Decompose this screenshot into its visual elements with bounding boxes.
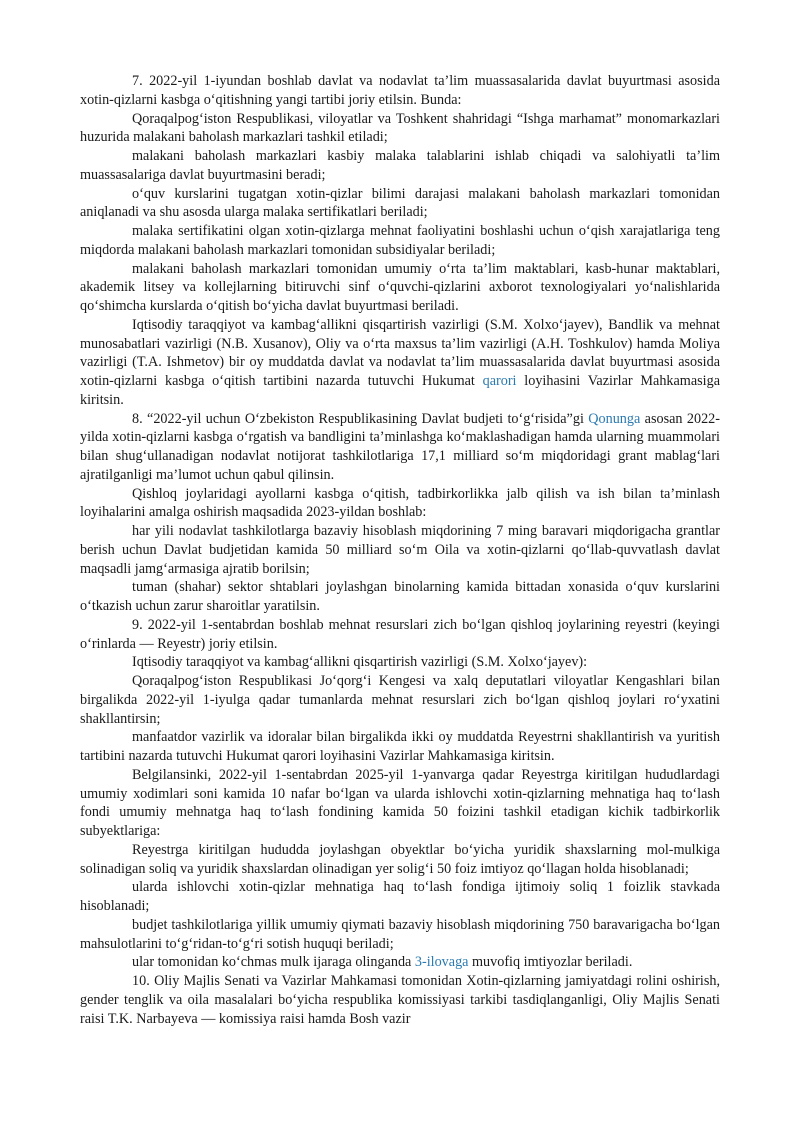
paragraph: ular tomonidan ko‘chmas mulk ijaraga olinganda 3-ilovaga muvofiq imtiyozlar beriladi. <box>132 954 633 971</box>
paragraph-9: 9. 2022-yil 1-sentabrdan boshlab mehnat resurslari zich bo‘lgan qishloq joylarining reyestri (keyingi o‘rinlarda — Reyestr) joriy etilsin. <box>80 616 720 652</box>
paragraph: malakani baholash markazlari tomonidan umumiy o‘rta ta’lim maktablari, kasb-hunar maktablari, akademik litsey va kollejlarning bitiruvchi sinf o‘quvchi-qizlarini axborot texnologiyalari yo‘nalishlarida qo‘shimcha kurslarda o‘qitish bo‘yicha davlat buyurtmasi beriladi. <box>80 260 720 314</box>
paragraph-10: 10. Oliy Majlis Senati va Vazirlar Mahkamasi tomonidan Xotin-qizlarning jamiyatdagi rolini oshirish, gender tenglik va oila masalalari bo‘yicha respublika komissiyasi tarkibi tasdiqlanganligi, Oliy Majlis Senati raisi T.K. Narbayeva — komissiya raisi hamda Bosh vazir <box>80 973 720 1027</box>
paragraph: Iqtisodiy taraqqiyot va kambag‘allikni qisqartirish vazirligi (S.M. Xolxo‘jayev): <box>132 654 588 671</box>
paragraph: ularda ishlovchi xotin-qizlar mehnatiga haq to‘lash fondiga ijtimoiy soliq 1 foizlik stavkada hisoblanadi; <box>80 879 720 914</box>
paragraph-7: 7. 2022-yil 1-iyundan boshlab davlat va nodavlat ta’lim muassasalarida davlat buyurtmasi asosida xotin-qizlarni kasbga o‘qitishning yangi tartibi joriy etilsin. Bunda: <box>80 73 720 108</box>
paragraph: tuman (shahar) sektor shtablari joylashgan binolarning kamida bittadan xonasida o‘quv kurslarini o‘tkazish uchun zarur sharoitlar yaratilsin. <box>80 579 720 614</box>
paragraph: Reyestrga kiritilgan hududda joylashgan obyektlar bo‘yicha yuridik shaxslarning mol-mulkiga solinadigan soliq va yuridik shaxslardan olinadigan yer solig‘i 50 foiz imtiyoz qo‘llagan holda hisoblanadi; <box>80 841 720 877</box>
ilova-3-link[interactable]: 3-ilovaga <box>414 954 469 971</box>
paragraph: Qoraqalpog‘iston Respublikasi Jo‘qorg‘i Kengesi va xalq deputatlari viloyatlar Kengashlari bilan birgalikda 2022-yil 1-iyulga qadar tumanlarda mehnat resurslari zich bo‘lgan qishloq joylari ro‘yxatini shakllantirsin; <box>80 673 720 727</box>
paragraph: malakani baholash markazlari kasbiy malaka talablarini ishlab chiqadi va salohiyatli ta’lim muassasalariga davlat buyurtmasini beradi; <box>80 148 720 183</box>
paragraph: Qoraqalpog‘iston Respublikasi, viloyatlar va Toshkent shahridagi “Ishga marhamat” monomarkazlari huzurida malakani baholash markazlari tashkil etiladi; <box>80 110 720 146</box>
paragraph: Iqtisodiy taraqqiyot va kambag‘allikni qisqartirish vazirligi (S.M. Xolxo‘jayev), Bandlik va mehnat munosabatlari vazirligi (N.B. Xusanov), Oliy va o‘rta maxsus ta’lim vazirligi (A.H. Toshkulov) hamda Moliya vazirligi (T.A. Ishmetov) bir oy muddatda davlat va nodavlat ta’lim muassasalarida davlat buyurtmasi asosida xotin-qizlarni kasbga o‘qitish tartibini nazarda tutuvchi Hukumat qarori loyihasini Vazirlar Mahkamasiga kiritsin. <box>80 316 720 408</box>
paragraph-8: 8. “2022-yil uchun O‘zbekiston Respublikasining Davlat budjeti to‘g‘risida”gi Qonunga asosan 2022-yilda xotin-qizlarni kasbga o‘rgatish va bandligini ta’minlashga ko‘maklashadigan hamda ularning muammolari bilan shug‘ullanadigan nodavlat notijorat tashkilotlariga 17,1 milliard so‘m miqdoridagi grant mablag‘lari ajratilganligi ma’lumot uchun qabul qilinsin. <box>80 410 720 483</box>
paragraph: Qishloq joylaridagi ayollarni kasbga o‘qitish, tadbirkorlikka jalb qilish va ish bilan ta’minlash loyihalarini amalga oshirish maqsadida 2023-yildan boshlab: <box>80 485 720 521</box>
qonunga-link[interactable]: Qonunga <box>588 410 641 427</box>
paragraph: o‘quv kurslarini tugatgan xotin-qizlar bilimi darajasi malakani baholash markazlari tomonidan aniqlanadi va shu asosda ularga malaka sertifikatlari beriladi; <box>80 185 720 221</box>
qarori-link[interactable]: qarori <box>482 373 517 389</box>
document-page <box>80 72 720 1028</box>
paragraph: malaka sertifikatini olgan xotin-qizlarga mehnat faoliyatini boshlashi uchun o‘qish xarajatlariga teng miqdorda malakani baholash markazlari tomonidan subsidiyalar beriladi; <box>80 223 720 258</box>
paragraph: budjet tashkilotlariga yillik umumiy qiymati bazaviy hisoblash miqdorining 750 baravarigacha bo‘lgan mahsulotlarini to‘g‘ridan-to‘g‘ri sotish huquqi beriladi; <box>80 916 720 952</box>
paragraph: Belgilansinki, 2022-yil 1-sentabrdan 2025-yil 1-yanvarga qadar Reyestrga kiritilgan hududlardagi umumiy xodimlari soni kamida 10 nafar bo‘lgan va ularda ishlovchi xotin-qizlarning mehnatiga haq to‘lash fondi umumiy mehnatga haq to‘lash fondining kamida 50 foizini tashkil etadigan kichik tadbirkorlik subyektlariga: <box>80 766 720 839</box>
paragraph: manfaatdor vazirlik va idoralar bilan birgalikda ikki oy muddatda Reyestrni shakllantirish va yuritish tartibini nazarda tutuvchi Hukumat qarori loyihasini Vazirlar Mahkamasiga kiritsin. <box>80 729 720 764</box>
paragraph: har yili nodavlat tashkilotlarga bazaviy hisoblash miqdorining 7 ming baravari miqdorigacha grantlar berish uchun Davlat budjetidan kamida 50 milliard so‘m Oila va xotin-qizlarni qo‘llab-quvvatlash davlat maqsadli jamg‘armasiga ajratib borilsin; <box>80 523 720 577</box>
